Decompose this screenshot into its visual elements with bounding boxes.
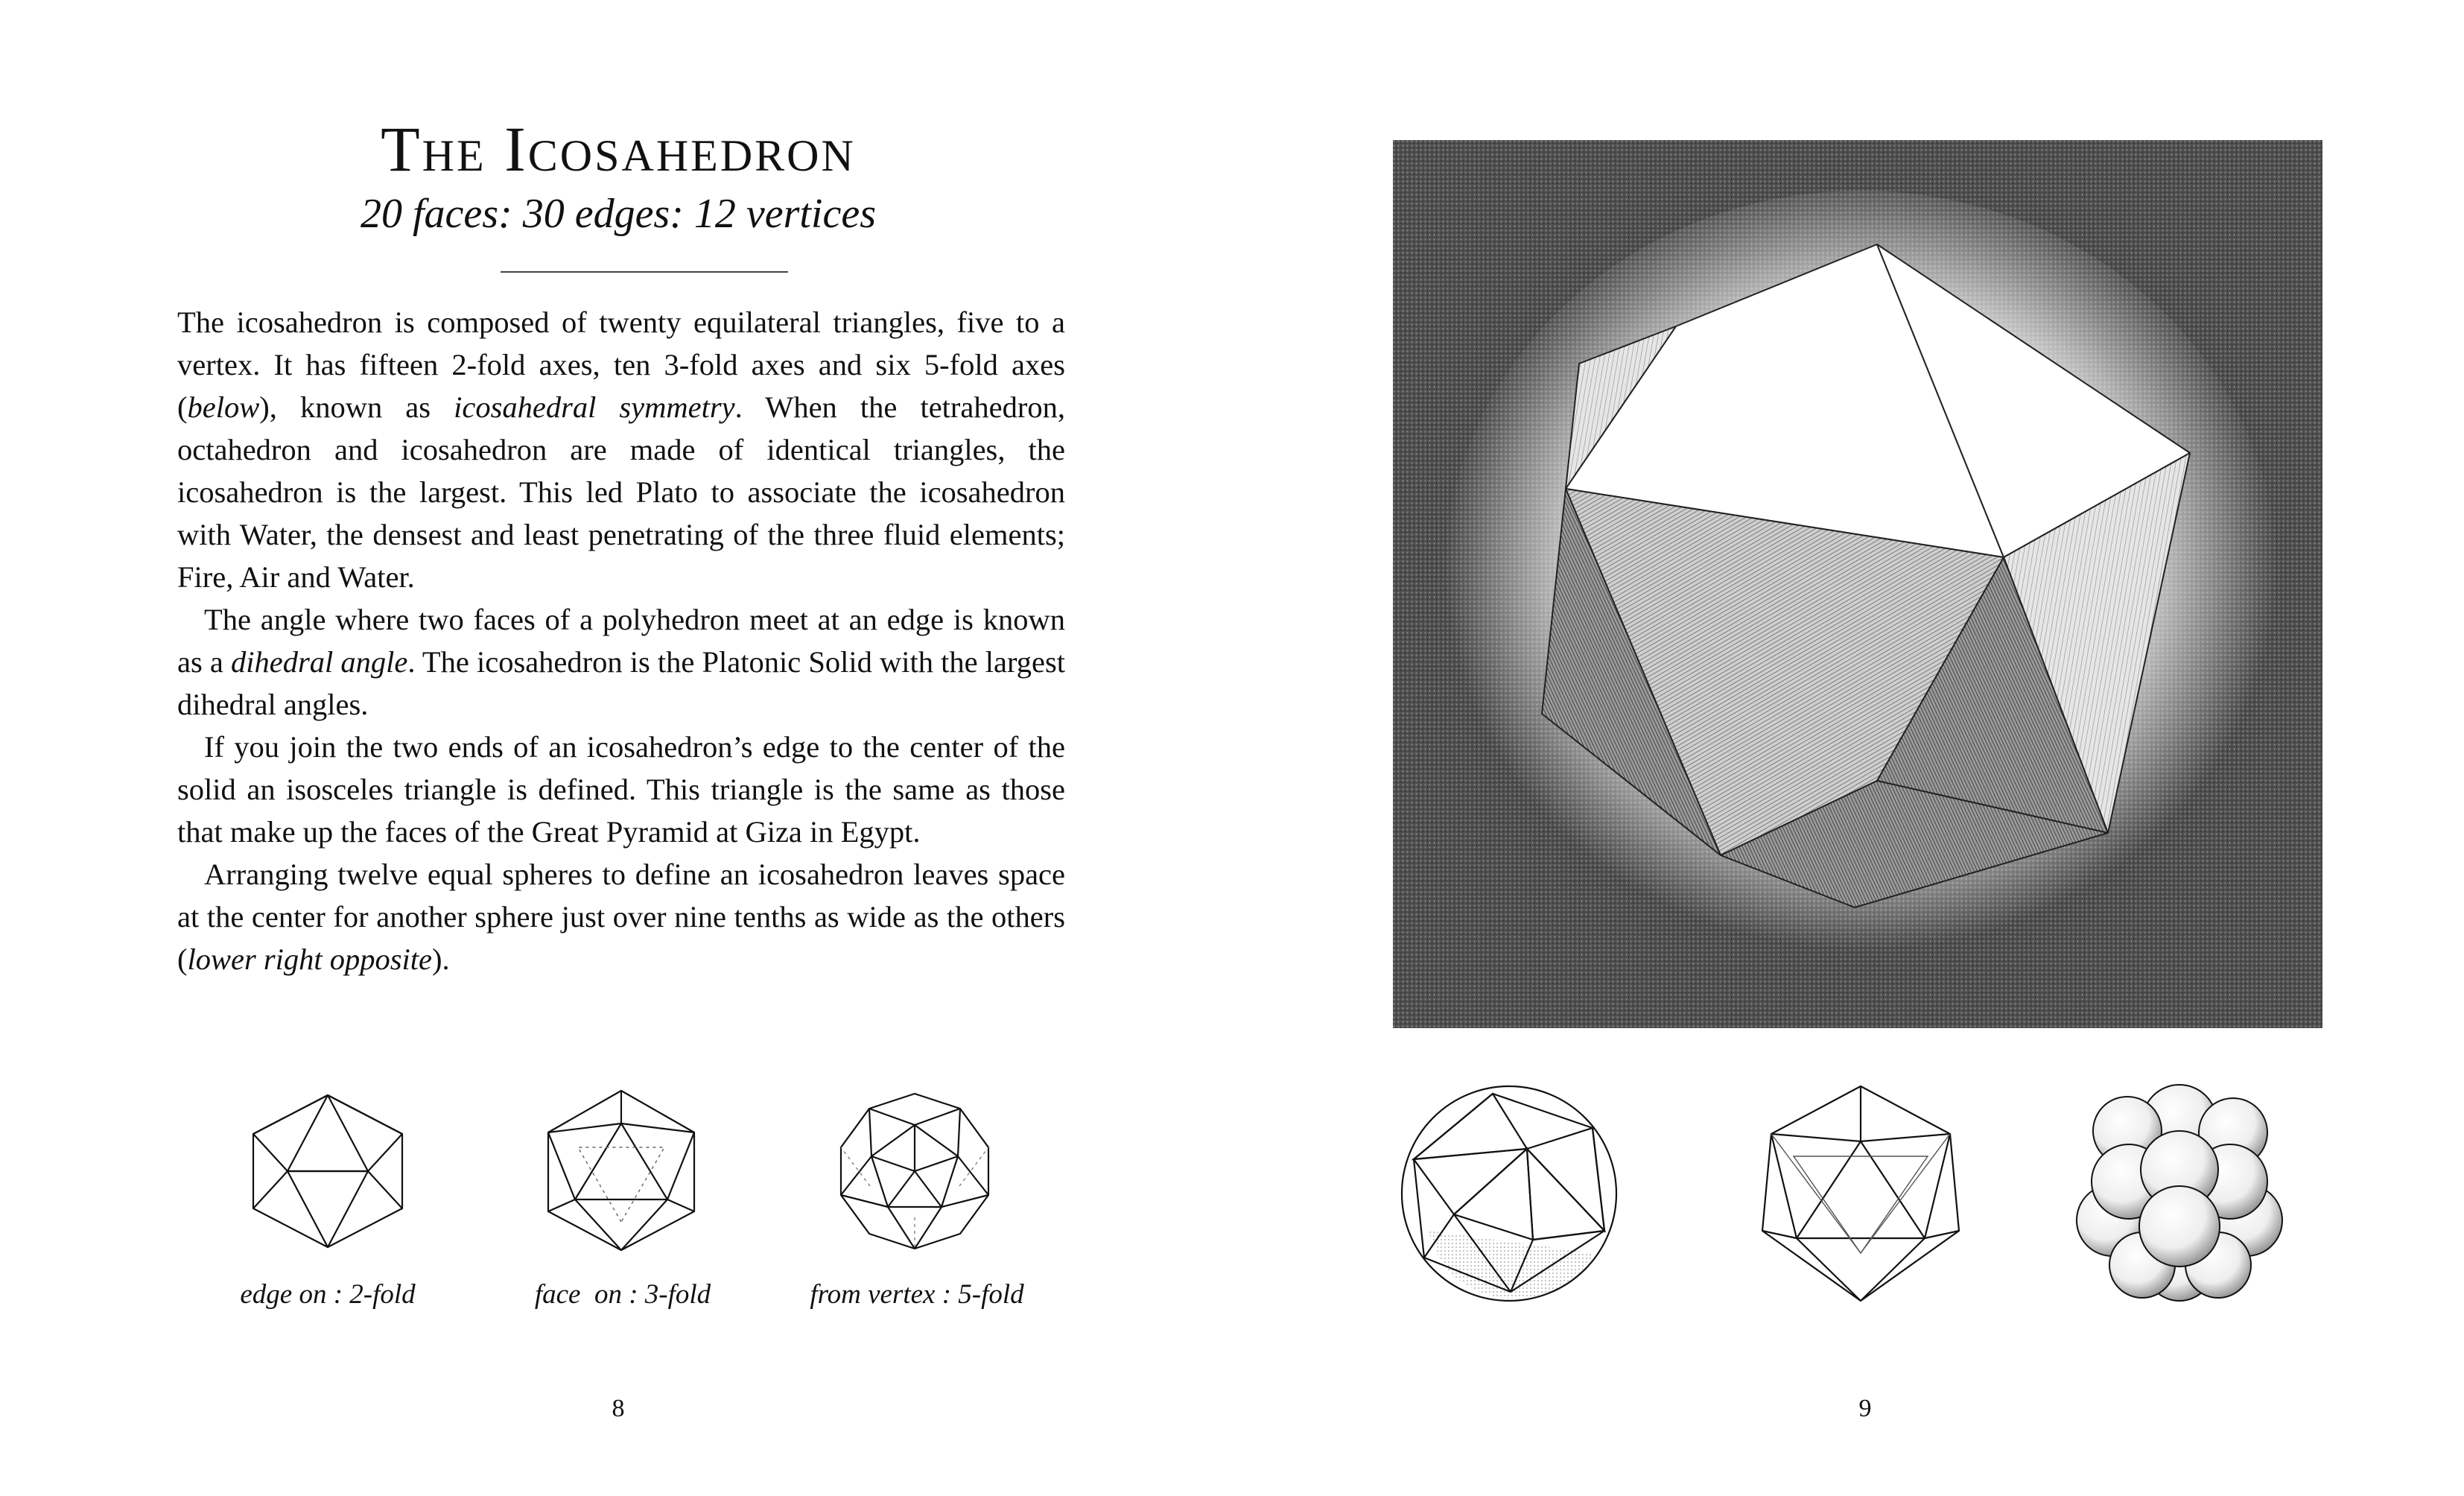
icosahedron-face-on-diagram (541, 1088, 702, 1253)
caption-face-on: face on : 3-fold (534, 1279, 711, 1310)
text-run: The icosahedron is composed of twenty equilateral triangles, five to a vertex. It has fifteen 2-fold axes, ten 3-fold axes and six 5-fold axes ( (177, 305, 1065, 424)
text-run: . When the tetrahedron, octahedron and icosahedron are made of identical triangles, the icosahedron is the largest. This led Plato to associate the icosahedron with Water, the densest and least penetrating of the three fluid elements; Fire, Air and Water. (177, 390, 1065, 594)
caption-edge-on: edge on : 2-fold (240, 1279, 416, 1310)
twelve-spheres-cluster-diagram (2068, 1079, 2291, 1302)
page-title: The Icosahedron (381, 113, 856, 185)
emphasized-text: dihedral angle (230, 645, 408, 679)
text-run: ). (432, 942, 450, 976)
icosahedron-edge-on-diagram (249, 1092, 407, 1250)
text-run: . The icosahedron is the Platonic Solid with the largest dihedral angles. (177, 645, 1065, 721)
icosahedron-in-sphere-diagram (1399, 1082, 1619, 1305)
icosahedron-vertex-on-diagram (833, 1089, 997, 1253)
body-paragraph (177, 726, 1065, 853)
icosahedron-dual-wireframe-diagram (1749, 1082, 1972, 1305)
page-number-right: 9 (1858, 1395, 1872, 1422)
text-run: If you join the two ends of an icosahedron’s edge to the center of the solid an isosceles triangle is defined. This triangle is the same as those that make up the faces of the Great Pyramid at Giza in Egypt. (177, 730, 1065, 849)
page-number-left: 8 (612, 1395, 625, 1422)
icosahedron-engraving-plate (1393, 140, 2322, 1028)
title-divider (501, 271, 788, 273)
page-subtitle: 20 faces: 30 edges: 12 vertices (361, 191, 876, 237)
emphasized-text: icosahedral symmetry (454, 390, 735, 424)
text-run: The angle where two faces of a polyhedron meet at an edge is known as a (177, 603, 1065, 679)
text-run: Arranging twelve equal spheres to define an icosahedron leaves space at the center for another sphere just over nine tenths as wide as the others ( (177, 858, 1065, 976)
body-paragraph (177, 598, 1065, 726)
body-paragraph (177, 853, 1065, 980)
emphasized-text: lower right opposite (187, 942, 433, 976)
text-run: ), known as (259, 390, 454, 424)
emphasized-text: below (187, 390, 260, 424)
body-text (177, 301, 1065, 980)
caption-from-vertex: from vertex : 5-fold (810, 1279, 1024, 1310)
body-paragraph (177, 301, 1065, 598)
